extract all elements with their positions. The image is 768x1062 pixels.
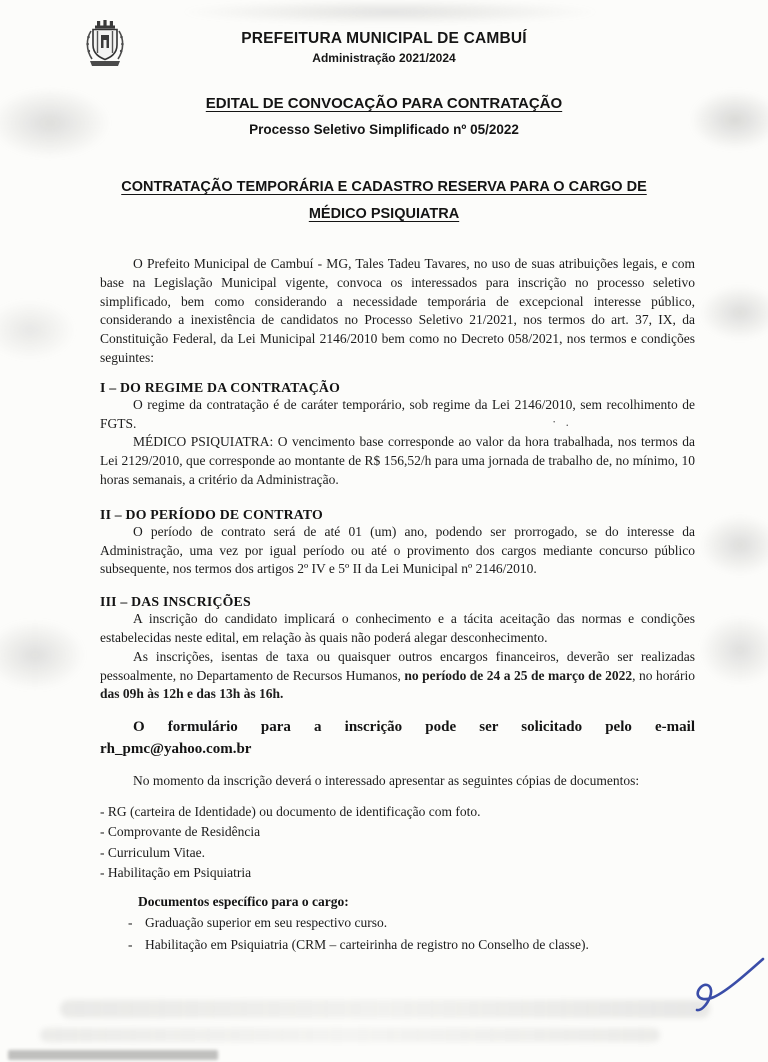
document-list (100, 802, 695, 884)
document-list-item: - Habilitação em Psiquiatria (100, 865, 252, 881)
section-2-paragraph-1: O período de contrato será de até 01 (um) ano, podendo ser prorrogado, se do interesse da Administração, uma vez por igual período ou até o provimento dos cargos mediante concurso público subsequente, nos termos dos artigos 2º IV e 5º II da Lei Municipal nº 2146/2010. (100, 523, 695, 577)
processo-subtitle: Processo Seletivo Simplificado nº 05/2022 (249, 122, 519, 137)
subject-heading (0, 174, 768, 228)
subject-line1: CONTRATAÇÃO TEMPORÁRIA E CADASTRO RESERVA PARA O CARGO DE (121, 179, 647, 195)
email-note-line1: O formulário para a inscrição pode ser solicitado pelo e-mail (133, 719, 695, 736)
section-3-paragraph-1: A inscrição do candidato implicará o conhecimento e a tácita aceitação das normas e condições estabelecidas neste edital, em relação às quais não poderá alegar desconhecimento. (100, 611, 695, 645)
section-3-paragraph-2 (100, 648, 695, 704)
intro-paragraph: O Prefeito Municipal de Cambuí - MG, Tales Tadeu Tavares, no uso de suas atribuições legais, e com base na Legislação Municipal vigente, convoca os interessados para inscrição no processo seletivo simplificado, bem como considerando a necessidade temporária de excepcional interesse público, considerando a inexistência de candidatos no Processo Seletivo 21/2021, nos termos do art. 37, IX, da Constituição Federal, da Lei Municipal 2146/2010 bem como no Decreto 058/2021, nos termos e condições seguintes: (100, 256, 695, 365)
specific-item-text: Habilitação em Psiquiatria (CRM – carteirinha de registro no Conselho de classe). (145, 936, 589, 952)
scan-smudge (0, 620, 85, 690)
administration-subtitle: Administração 2021/2024 (312, 51, 456, 65)
section-1-paragraph-1: O regime da contratação é de caráter temporário, sob regime da Lei 2146/2010, sem recolhimento de FGTS. (100, 396, 695, 431)
section-1-paragraph-2: MÉDICO PSIQUIATRA: O vencimento base corresponde ao valor da hora trabalhada, nos termos da Lei 2129/2010, que corresponde ao montante de R$ 156,52/h para uma jornada de trabalho de, no mínimo, 10 horas semanais, a critério da Administração. (100, 434, 695, 487)
coat-of-arms-icon (84, 20, 126, 68)
document-list-item: - Comprovante de Residência (100, 824, 261, 840)
email-address: rh_pmc@yahoo.com.br (100, 741, 252, 758)
scan-edge-artifact (8, 1050, 218, 1060)
edital-heading-block (0, 95, 768, 137)
specific-documents-heading: Documentos específico para o cargo: (138, 893, 349, 909)
inscricoes-period-bold: no período de 24 a 25 de março de 2022 (400, 667, 633, 683)
specific-item-text: Graduação superior em seu respectivo curso. (145, 914, 388, 930)
document-header (0, 0, 768, 65)
edital-title: EDITAL DE CONVOCAÇÃO PARA CONTRATAÇÃO (205, 95, 563, 112)
scan-smudge (0, 300, 75, 360)
specific-document-item (128, 934, 728, 956)
section-1-heading: I – DO REGIME DA CONTRATAÇÃO (100, 379, 341, 395)
scan-artifact-dots: · . (552, 414, 572, 429)
dash-marker: - (128, 914, 133, 930)
scan-bleedthrough-streak (60, 1000, 710, 1018)
document-list-item: - Curriculum Vitae. (100, 844, 206, 860)
municipality-title: PREFEITURA MUNICIPAL DE CAMBUÍ (241, 30, 527, 47)
document-list-item: - RG (carteira de Identidade) ou documento de identificação com foto. (100, 803, 481, 819)
documents-intro: No momento da inscrição deverá o interessado apresentar as seguintes cópias de documentos: (133, 773, 640, 789)
scan-smudge (700, 285, 768, 340)
section-3-heading: III – DAS INSCRIÇÕES (100, 594, 251, 610)
subject-line2: MÉDICO PSIQUIATRA (308, 206, 460, 222)
scan-bleedthrough-streak (40, 1028, 660, 1042)
scan-smudge (700, 515, 768, 575)
specific-document-item (128, 912, 728, 934)
scan-smudge (700, 615, 768, 685)
inscricoes-hours-bold: das 09h às 12h e das 13h às 16h. (100, 686, 284, 702)
inscricoes-text: As inscrições, isentas de taxa ou quaisquer outros encargos financeiros, deverão ser realizadas pessoalmente, no Departamento de Recursos Humanos, (100, 648, 695, 683)
pen-stroke (697, 959, 763, 1010)
inscricoes-text: , no horário (632, 667, 695, 683)
pen-signature-mark (683, 953, 765, 1025)
section-2-heading: II – DO PERÍODO DE CONTRATO (100, 506, 323, 522)
specific-documents-block (0, 891, 768, 956)
dash-marker: - (128, 936, 133, 952)
